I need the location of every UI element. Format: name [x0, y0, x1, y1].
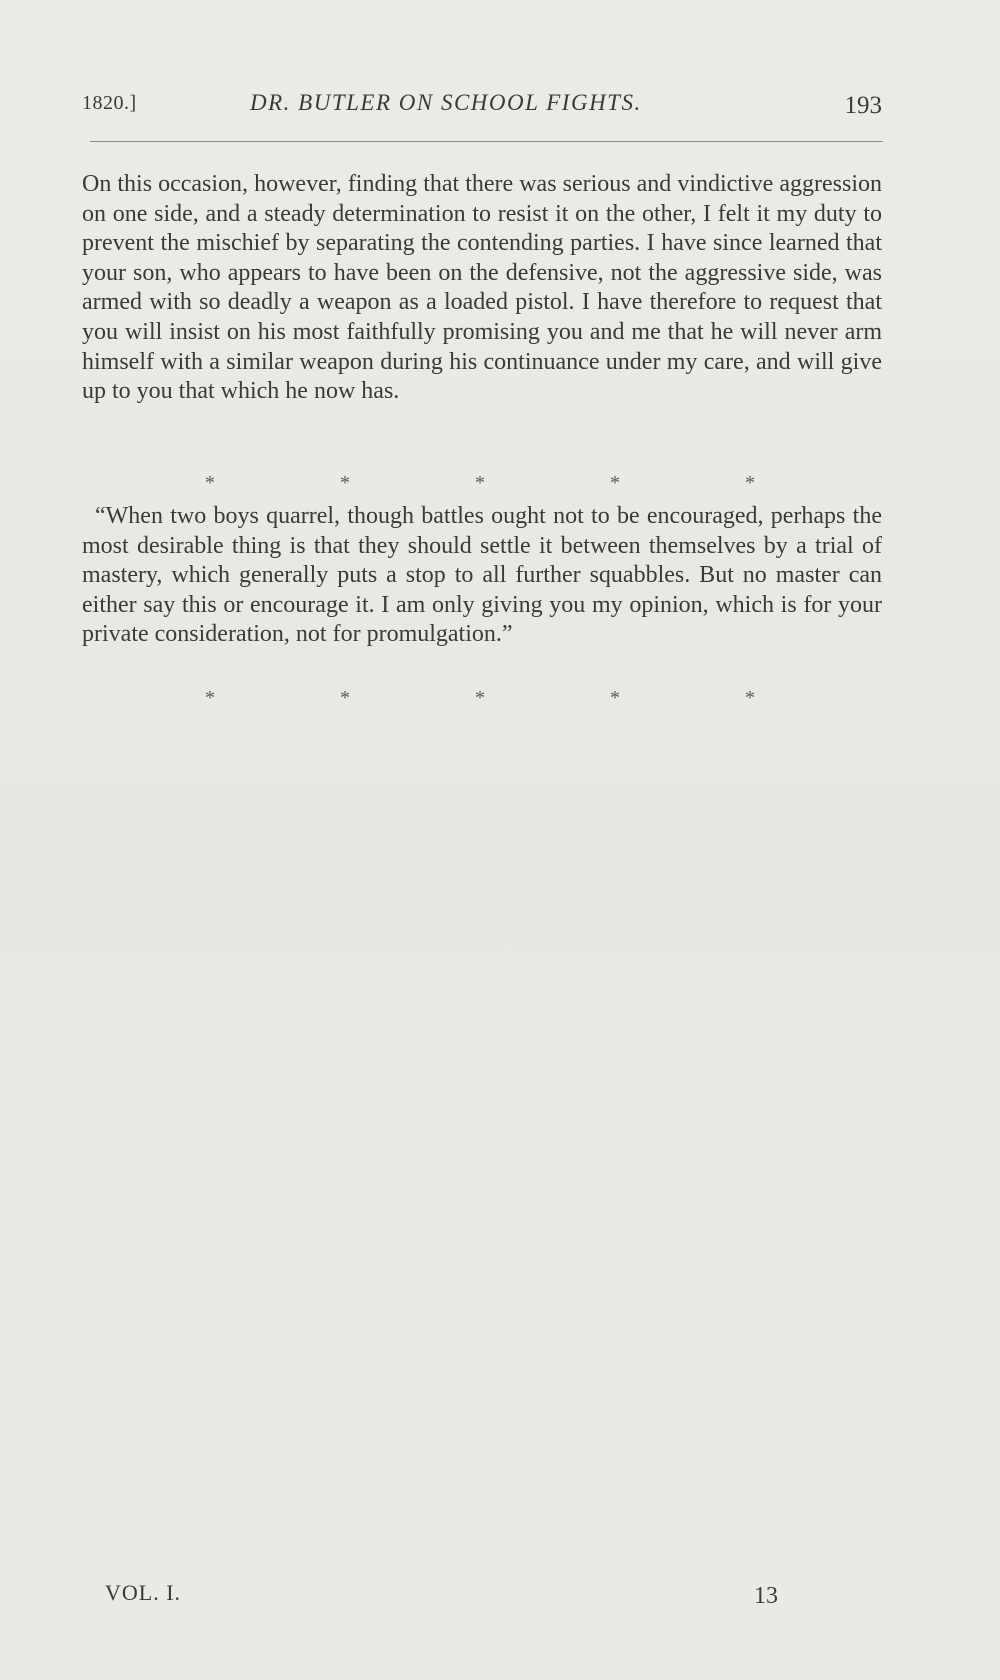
section-separator-2: [205, 687, 755, 710]
asterisk: *: [205, 687, 215, 709]
asterisk: *: [340, 472, 350, 494]
footer-volume: VOL. I.: [105, 1580, 182, 1605]
paragraph-2: “When two boys quarrel, though battles ought not to be encouraged, perhaps the most desirable thing is that they should settle it between themselves by a trial of mastery, which generally puts a stop to all further squabbles. But no master can either say this or encourage it. I am only giving you my opinion, which is for your private consideration, not for promulgation.”: [82, 503, 882, 648]
page-header: [82, 88, 882, 128]
asterisk: *: [475, 687, 485, 709]
asterisk: *: [205, 472, 215, 494]
asterisk: *: [745, 687, 755, 709]
running-title: DR. BUTLER ON SCHOOL FIGHTS.: [250, 90, 642, 115]
asterisk: *: [610, 687, 620, 709]
paragraph-1: On this occasion, however, finding that there was serious and vindictive aggression on one side, and a steady determination to resist it on the other, I felt it my duty to prevent the mischief by separating the contending parties. I have since learned that your son, who appears to have been on the defensive, not the aggressive side, was armed with so deadly a weapon as a loaded pistol. I have therefore to request that you will insist on his most faithfully promising you and me that he will never arm himself with a similar weapon during his continuance under my care, and will give up to you that which he now has.: [82, 171, 882, 405]
asterisk: *: [745, 472, 755, 494]
section-separator-1: [205, 472, 755, 495]
footer-signature: 13: [754, 1583, 778, 1609]
header-year: 1820.]: [82, 92, 137, 114]
asterisk: *: [340, 687, 350, 709]
asterisk: *: [475, 472, 485, 494]
header-rule: [90, 141, 883, 142]
asterisk: *: [610, 472, 620, 494]
page-number: 193: [844, 92, 882, 119]
